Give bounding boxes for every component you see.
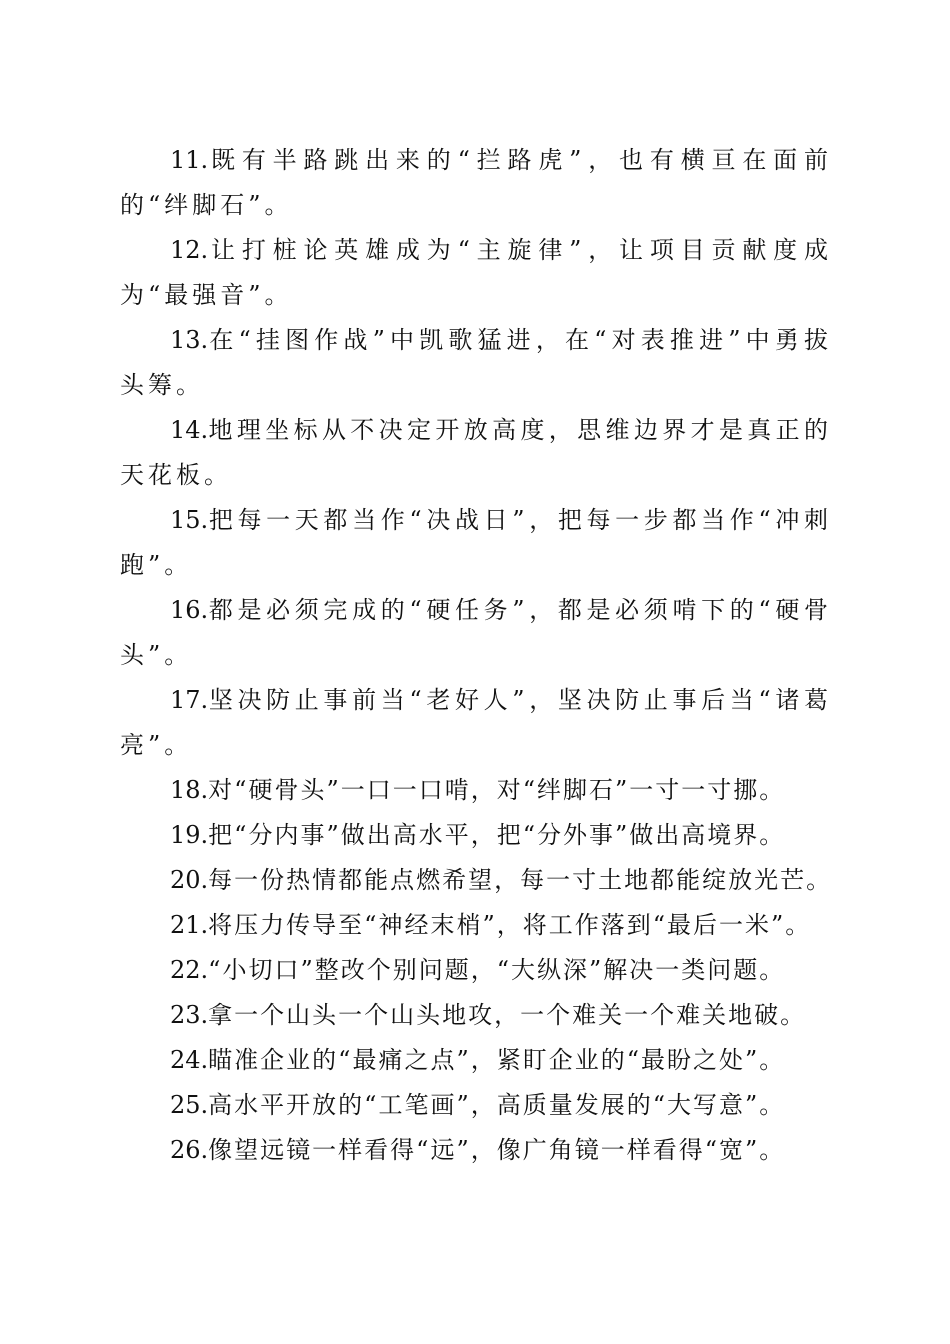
list-item-17	[120, 678, 832, 768]
item-text: 对“硬骨头”一口一口啃，对“绊脚石”一寸一寸挪。	[208, 776, 786, 804]
item-text: 拿一个山头一个山头地攻，一个难关一个难关地破。	[208, 1001, 807, 1029]
item-text: 既有半路跳出来的“拦路虎”，也有横亘在面前的“绊脚石”。	[120, 146, 832, 219]
item-number: 13.	[170, 326, 209, 354]
list-item-16	[120, 588, 832, 678]
item-text: 在“挂图作战”中凯歌猛进，在“对表推进”中勇拔头筹。	[120, 326, 832, 399]
item-text: 都是必须完成的“硬任务”，都是必须啃下的“硬骨头”。	[120, 596, 832, 669]
item-number: 23.	[170, 1001, 209, 1029]
list-item-12	[120, 228, 832, 318]
item-number: 22.	[170, 956, 209, 984]
item-text: 地理坐标从不决定开放高度，思维边界才是真正的天花板。	[120, 416, 832, 489]
item-number: 17.	[170, 686, 209, 714]
item-text: 像望远镜一样看得“远”，像广角镜一样看得“宽”。	[208, 1136, 786, 1164]
item-number: 11.	[170, 146, 209, 174]
list-item-22	[120, 948, 832, 993]
item-number: 15.	[170, 506, 209, 534]
item-number: 26.	[170, 1136, 209, 1164]
list-item-21	[120, 903, 832, 948]
item-text: 把每一天都当作“决战日”，把每一步都当作“冲刺跑”。	[120, 506, 832, 579]
item-text: 每一份热情都能点燃希望，每一寸土地都能绽放光芒。	[208, 866, 833, 894]
item-text: 高水平开放的“工笔画”，高质量发展的“大写意”。	[208, 1091, 786, 1119]
list-item-23	[120, 993, 832, 1038]
item-number: 25.	[170, 1091, 209, 1119]
list-item-18	[120, 768, 832, 813]
list-item-26	[120, 1128, 832, 1173]
item-text: 瞄准企业的“最痛之点”，紧盯企业的“最盼之处”。	[208, 1046, 786, 1074]
item-text: “小切口”整改个别问题，“大纵深”解决一类问题。	[208, 956, 786, 984]
item-number: 12.	[170, 236, 209, 264]
item-number: 20.	[170, 866, 209, 894]
item-number: 16.	[170, 596, 209, 624]
item-number: 14.	[170, 416, 209, 444]
item-text: 坚决防止事前当“老好人”，坚决防止事后当“诸葛亮”。	[120, 686, 832, 759]
item-number: 21.	[170, 911, 209, 939]
list-item-13	[120, 318, 832, 408]
list-item-25	[120, 1083, 832, 1128]
document-body	[120, 138, 832, 1173]
list-item-24	[120, 1038, 832, 1083]
item-text: 将压力传导至“神经末梢”，将工作落到“最后一米”。	[208, 911, 812, 939]
item-text: 把“分内事”做出高水平，把“分外事”做出高境界。	[208, 821, 786, 849]
list-item-19	[120, 813, 832, 858]
list-item-20	[120, 858, 832, 903]
list-item-11	[120, 138, 832, 228]
item-number: 18.	[170, 776, 209, 804]
item-text: 让打桩论英雄成为“主旋律”，让项目贡献度成为“最强音”。	[120, 236, 832, 309]
list-item-15	[120, 498, 832, 588]
list-item-14	[120, 408, 832, 498]
item-number: 19.	[170, 821, 209, 849]
item-number: 24.	[170, 1046, 209, 1074]
